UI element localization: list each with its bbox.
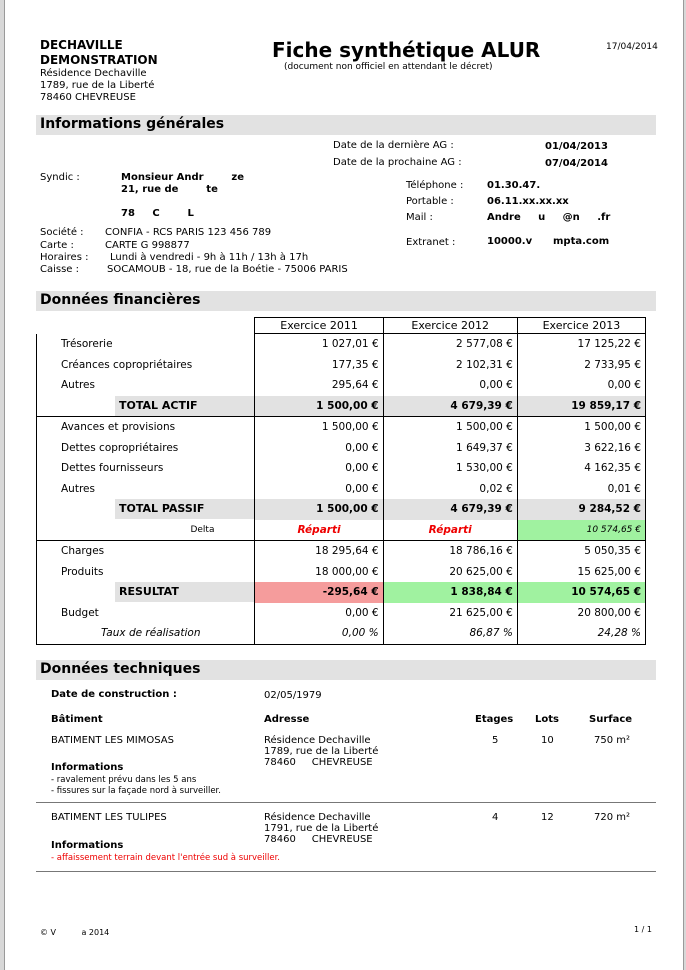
resultat-label: RESULTAT [37,582,255,603]
resultat-2013: 10 574,65 € [517,582,645,603]
resultat-2011: -295,64 € [255,582,383,603]
building-surface: 720 m² [594,812,631,823]
table-cell: 0,02 € [383,479,517,500]
caisse-value: SOCAMOUB - 18, rue de la Boétie - 75006 PARIS [107,264,348,275]
table-row [37,417,646,438]
building-address: Résidence Dechaville 1789, rue de la Liberté 78460 CHEVREUSE [264,735,379,768]
building-info-label: Informations [51,840,124,851]
syndic-city: 78 C L [121,208,194,219]
table-cell: 20 625,00 € [383,562,517,583]
mobile-value: 06.11.xx.xx.xx [487,196,569,207]
table-cell: 0,00 € [255,479,383,500]
table-cell: 1 027,01 € [255,334,383,355]
carte-value: CARTE G 998877 [105,240,190,251]
table-cell: 5 050,35 € [517,541,645,562]
table-row [37,375,646,396]
construction-label: Date de construction : [51,689,177,700]
building-lots: 10 [541,735,554,746]
table-row [37,562,646,583]
table-cell: 2 102,31 € [383,355,517,376]
table-cell: 1 500,00 € [383,417,517,438]
column-header-surface: Surface [589,714,633,725]
building-info-label: Informations [51,762,124,773]
section-financial-header [36,291,656,311]
column-header-batiment: Bâtiment [51,714,103,725]
table-cell: 18 000,00 € [255,562,383,583]
table-row [37,458,646,479]
table-cell: 4 679,39 € [383,499,517,520]
table-cell: 1 500,00 € [255,499,383,520]
syndic-street: 21, rue de te [121,184,218,195]
phone-label: Téléphone : [406,180,464,191]
section-technical-title: Données techniques [40,661,201,677]
header-blank-cell [37,318,255,334]
table-cell: 0,00 € [255,603,383,624]
table-cell: 0,00 € [255,458,383,479]
delta-2013: 10 574,65 € [517,520,645,541]
table-row [37,438,646,459]
financial-table [36,317,646,645]
table-cell: 1 500,00 € [517,417,645,438]
table-row [37,603,646,624]
building-name: BATIMENT LES TULIPES [51,812,167,823]
caisse-label: Caisse : [40,264,80,275]
table-cell: 19 859,17 € [517,396,645,417]
table-cell: 18 295,64 € [255,541,383,562]
page-title: Fiche synthétique ALUR [272,38,541,62]
row-label: Dettes fournisseurs [37,458,255,479]
delta-2012: Réparti [383,520,517,541]
table-cell: 1 530,00 € [383,458,517,479]
column-header-2012: Exercice 2012 [383,318,517,334]
table-cell: 4 679,39 € [383,396,517,417]
resultat-row [37,582,646,603]
row-label: Autres [37,479,255,500]
table-cell: 1 649,37 € [383,438,517,459]
section-general-title: Informations générales [40,116,225,132]
total-actif-label: TOTAL ACTIF [37,396,255,417]
building-etages: 5 [492,735,499,746]
row-label: Produits [37,562,255,583]
row-label: Dettes copropriétaires [37,438,255,459]
table-row [37,479,646,500]
table-cell: 295,64 € [255,375,383,396]
total-passif-row [37,499,646,520]
mail-label: Mail : [406,212,433,223]
row-label: Créances copropriétaires [37,355,255,376]
financial-header-row [37,318,646,334]
table-cell: 20 800,00 € [517,603,645,624]
last-ag-value: 01/04/2013 [545,141,608,152]
taux-row [37,623,646,644]
column-header-2011: Exercice 2011 [255,318,383,334]
row-label: Budget [37,603,255,624]
table-cell: 86,87 % [383,623,517,644]
table-cell: 21 625,00 € [383,603,517,624]
building-etages: 4 [492,812,499,823]
table-row [37,355,646,376]
building-divider [36,802,656,803]
delta-label: Delta [37,520,255,541]
syndic-name: Monsieur Andr ze [121,172,245,183]
building-info-line: - fissures sur la façade nord à surveiller. [51,786,221,796]
mail-value: Andre u @n .fr [487,212,611,223]
section-bottom-divider [36,871,656,872]
extranet-label: Extranet : [406,237,456,248]
building-lots: 12 [541,812,554,823]
total-passif-label: TOTAL PASSIF [37,499,255,520]
building-surface: 750 m² [594,735,631,746]
column-header-etages: Etages [475,714,514,725]
row-label: Avances et provisions [37,417,255,438]
section-technical-header [36,660,656,680]
table-cell: 15 625,00 € [517,562,645,583]
societe-label: Société : [40,227,84,238]
column-header-2013: Exercice 2013 [517,318,645,334]
delta-row [37,520,646,541]
societe-value: CONFIA - RCS PARIS 123 456 789 [105,227,272,238]
row-label: Charges [37,541,255,562]
last-ag-label: Date de la dernière AG : [333,140,454,151]
resultat-2012: 1 838,84 € [383,582,517,603]
footer-page-number: 1 / 1 [634,925,652,934]
delta-2011: Réparti [255,520,383,541]
phone-value: 01.30.47. [487,180,541,191]
table-cell: 9 284,52 € [517,499,645,520]
page-subtitle: (document non officiel en attendant le décret) [284,62,493,72]
extranet-value: 10000.v mpta.com [487,236,610,247]
section-financial-title: Données financières [40,292,201,308]
carte-label: Carte : [40,240,74,251]
table-cell: 2 733,95 € [517,355,645,376]
table-cell: 0,01 € [517,479,645,500]
building-info-line: - ravalement prévu dans les 5 ans [51,775,197,785]
table-cell: 1 500,00 € [255,417,383,438]
table-row [37,334,646,355]
table-cell: 24,28 % [517,623,645,644]
building-name: BATIMENT LES MIMOSAS [51,735,174,746]
next-ag-label: Date de la prochaine AG : [333,157,462,168]
org-name-line1: DECHAVILLE [40,38,123,52]
building-info-line: - affaissement terrain devant l'entrée sud à surveiller. [51,853,281,863]
table-cell: 0,00 € [383,375,517,396]
document-date: 17/04/2014 [606,42,658,52]
table-cell: 0,00 € [255,438,383,459]
table-cell: 17 125,22 € [517,334,645,355]
table-cell: 0,00 % [255,623,383,644]
document-page [4,0,684,970]
building-address: Résidence Dechaville 1791, rue de la Liberté 78460 CHEVREUSE [264,812,379,845]
footer-copyright: © V a 2014 [40,928,110,937]
mobile-label: Portable : [406,196,454,207]
row-label: Trésorerie [37,334,255,355]
table-cell: 0,00 € [517,375,645,396]
horaires-value: Lundi à vendredi - 9h à 11h / 13h à 17h [110,252,309,263]
column-header-lots: Lots [535,714,559,725]
total-actif-row [37,396,646,417]
table-cell: 4 162,35 € [517,458,645,479]
section-general-header [36,115,656,135]
taux-label: Taux de réalisation [37,623,255,644]
next-ag-value: 07/04/2014 [545,158,608,169]
table-row [37,541,646,562]
table-cell: 18 786,16 € [383,541,517,562]
org-name-line2: DEMONSTRATION [40,53,158,67]
org-address-line3: 78460 CHEVREUSE [40,92,136,103]
horaires-label: Horaires : [40,252,89,263]
org-address-line2: 1789, rue de la Liberté [40,80,155,91]
column-header-adresse: Adresse [264,714,310,725]
construction-value: 02/05/1979 [264,690,322,701]
table-cell: 177,35 € [255,355,383,376]
row-label: Autres [37,375,255,396]
syndic-label: Syndic : [40,172,80,183]
org-address-line1: Résidence Dechaville [40,68,147,79]
table-cell: 2 577,08 € [383,334,517,355]
table-cell: 3 622,16 € [517,438,645,459]
table-cell: 1 500,00 € [255,396,383,417]
